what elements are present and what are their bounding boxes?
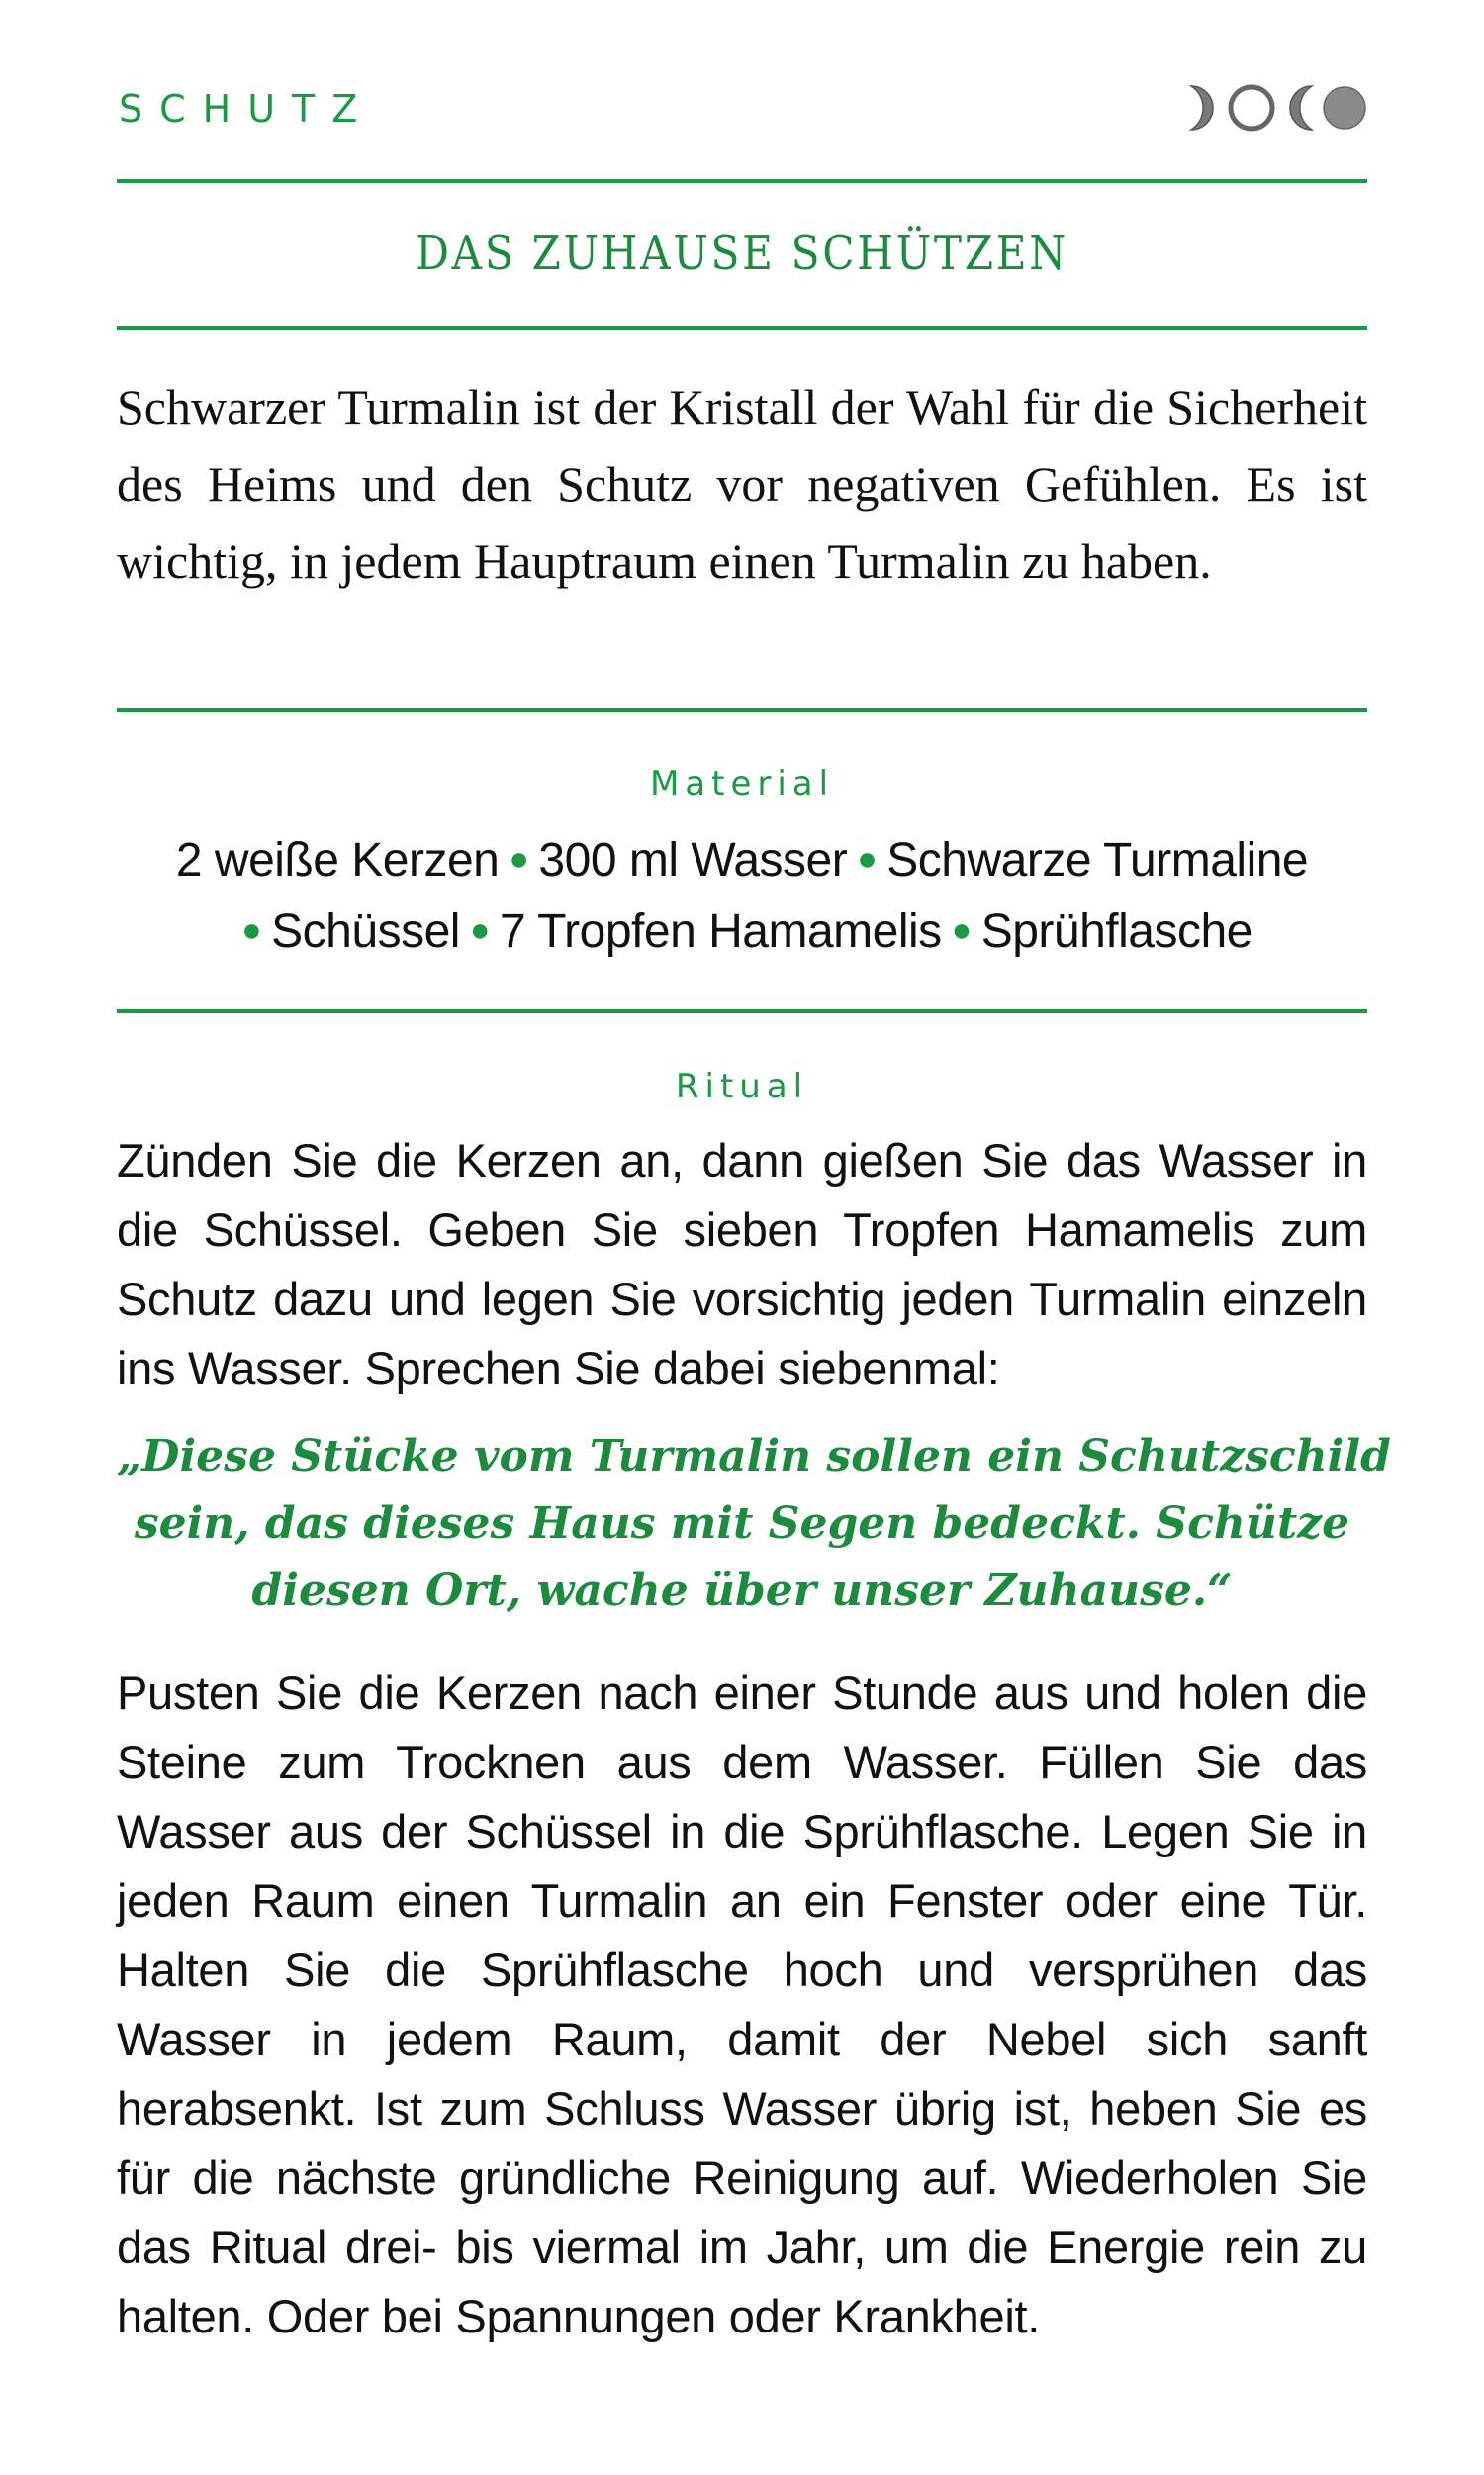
waning-crescent-icon <box>1187 83 1221 133</box>
divider <box>117 1009 1367 1013</box>
ritual-paragraph-2: Pusten Sie die Kerzen nach einer Stunde aus und holen die Steine zum Trocknen aus dem Wasser. Füllen Sie das Wasser aus der Schüssel in die Sprühflasche. Legen Sie in jeden Raum einen Turmalin an ein Fenster oder eine Tür. Halten Sie die Sprühflasche hoch und versprühen das Wasser in jedem Raum, damit der Nebel sich sanft herabsenkt. Ist zum Schluss Wasser übrig ist, heben Sie es für die nächste gründliche Reinigung auf. Wiederholen Sie das Ritual drei- bis viermal im Jahr, um die Energie rein zu halten. Oder bei Spannungen oder Krankheit. <box>117 1666 1367 2342</box>
bullet-icon: ● <box>509 840 529 878</box>
material-item: Schüssel <box>271 905 460 958</box>
divider <box>117 326 1367 330</box>
ritual-paragraph-1: Zünden Sie die Kerzen an, dann gießen Sie das Wasser in die Schüssel. Geben Sie sieben Tropfen Hamamelis zum Schutz dazu und legen Sie vorsichtig jeden Turmalin einzeln ins Wasser. Sprechen Sie dabei siebenmal: <box>117 1134 1367 1394</box>
material-item: 2 weiße Kerzen <box>175 834 500 887</box>
bullet-icon: ● <box>951 911 972 949</box>
page-title: DAS ZUHAUSE SCHÜTZEN <box>416 226 1068 281</box>
incantation-quote <box>117 1423 1391 1625</box>
material-item: Schwarze Turmaline <box>886 834 1309 887</box>
bullet-icon: ● <box>857 840 878 878</box>
divider <box>117 179 1367 183</box>
material-item: 300 ml Wasser <box>538 834 848 887</box>
section-label: SCHUTZ <box>119 87 375 131</box>
quote-line: „Diese Stücke vom Turmalin sollen ein Schutzschild <box>117 1431 1391 1481</box>
material-item: 7 Tropfen Hamamelis <box>499 905 942 958</box>
quote-line: diesen Ort, wache über unser Zuhause.“ <box>251 1566 1233 1616</box>
intro-paragraph: Schwarzer Turmalin ist der Kristall der Wahl für die Sicherheit des Heims und den Schutz vor negativen Gefühlen. Es ist wichtig, in jedem Hauptraum einen Turmalin zu haben. <box>117 379 1367 589</box>
quote-line: sein, das dieses Haus mit Segen bedeckt. Schütze <box>134 1498 1350 1549</box>
material-heading: Material <box>649 764 835 804</box>
material-item: Sprühflasche <box>980 905 1252 958</box>
material-list <box>117 824 1367 967</box>
bullet-icon: ● <box>241 911 262 949</box>
page-header <box>117 83 1367 143</box>
moon-phases <box>1187 83 1367 133</box>
new-moon-filled-icon <box>1322 83 1367 133</box>
waxing-crescent-icon <box>1282 83 1316 133</box>
bullet-icon: ● <box>469 911 490 949</box>
full-moon-outline-icon <box>1227 83 1276 133</box>
divider <box>117 708 1367 712</box>
ritual-heading: Ritual <box>675 1067 809 1106</box>
